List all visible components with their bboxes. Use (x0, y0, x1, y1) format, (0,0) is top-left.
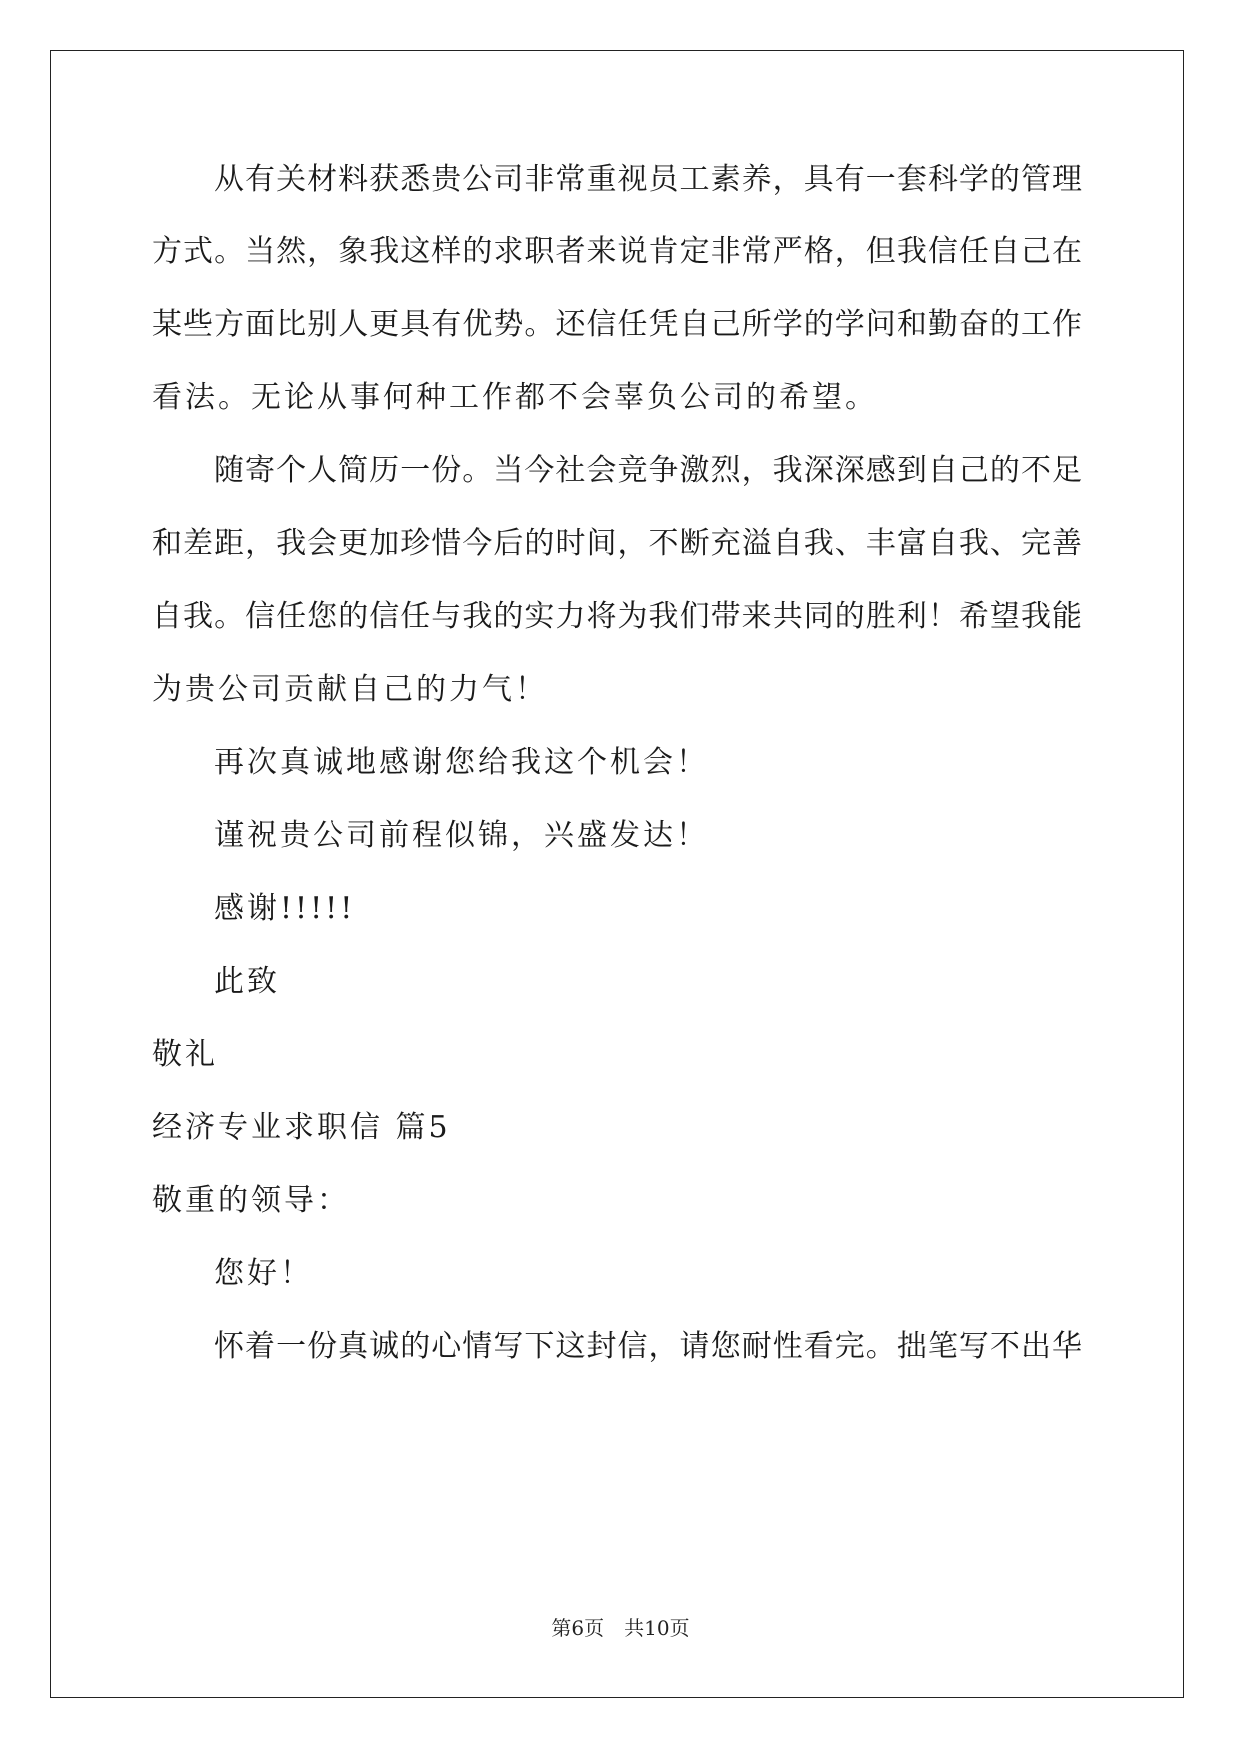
text-line-13: 敬礼 (152, 1037, 218, 1072)
greeting: 您好！ (214, 1256, 313, 1291)
page-border (50, 50, 1184, 1698)
section-heading: 经济专业求职信 篇5 (152, 1110, 451, 1145)
text-line-4: 看法。无论从事何种工作都不会辜负公司的希望。 (152, 380, 878, 415)
text-line-6: 和差距，我会更加珍惜今后的时间，不断充溢自我、丰富自我、完善 (152, 526, 1082, 561)
text-line-9: 再次真诚地感谢您给我这个机会！ (214, 745, 709, 780)
page-number: 第6页 共10页 (551, 1616, 690, 1640)
text-line-7: 自我。信任您的信任与我的实力将为我们带来共同的胜利！希望我能 (152, 599, 1082, 634)
text-line-12: 此致 (214, 964, 280, 999)
text-line-17: 怀着一份真诚的心情写下这封信，请您耐性看完。拙笔写不出华 (214, 1329, 1082, 1364)
text-line-5: 随寄个人简历一份。当今社会竞争激烈，我深深感到自己的不足 (214, 453, 1082, 488)
text-line-11: 感谢!!!!! (214, 891, 356, 926)
text-line-1: 从有关材料获悉贵公司非常重视员工素养，具有一套科学的管理 (214, 162, 1082, 197)
salutation: 敬重的领导： (152, 1183, 350, 1218)
text-line-10: 谨祝贵公司前程似锦，兴盛发达！ (214, 818, 709, 853)
text-line-3: 某些方面比别人更具有优势。还信任凭自己所学的学问和勤奋的工作 (152, 307, 1082, 342)
text-line-2: 方式。当然，象我这样的求职者来说肯定非常严格，但我信任自己在 (152, 234, 1082, 269)
text-line-8: 为贵公司贡献自己的力气！ (152, 672, 548, 707)
